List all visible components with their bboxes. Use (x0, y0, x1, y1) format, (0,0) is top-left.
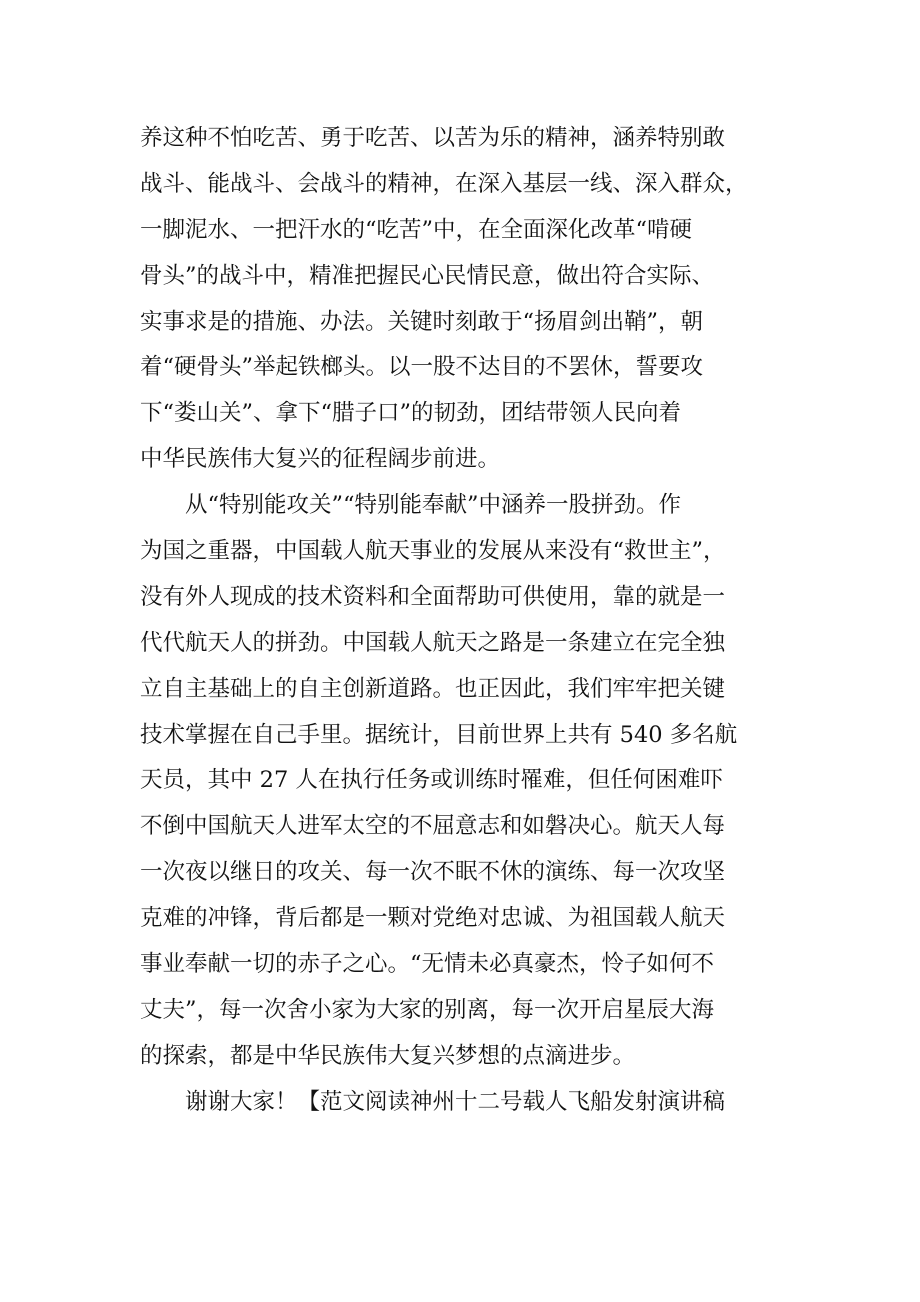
body-text (140, 116, 800, 1126)
text-line: 克难的冲锋，背后都是一颗对党绝对忠诚、为祖国载人航天 (140, 905, 726, 932)
text-line: 下“娄山关”、拿下“腊子口”的韧劲，团结带领人民向着 (140, 400, 682, 427)
text-line: 立自主基础上的自主创新道路。也正因此，我们牢牢把关键 (140, 675, 726, 702)
text-line: 丈夫”，每一次舍小家为大家的别离，每一次开启星辰大海 (140, 996, 715, 1023)
paragraph-first-line: 从“特别能攻关”“特别能奉献”中涵养一股拼劲。作 (185, 492, 682, 519)
text-line: 事业奉献一切的赤子之心。“无情未必真豪杰，怜子如何不 (140, 951, 715, 978)
text-line: 战斗、能战斗、会战斗的精神，在深入基层一线、深入群众， (140, 170, 748, 197)
text-line: 天员，其中 27 人在执行任务或训练时罹难，但任何困难吓 (140, 767, 723, 794)
text-line: 不倒中国航天人进军太空的不屈意志和如磐决心。航天人每 (140, 813, 726, 840)
text-line: 没有外人现成的技术资料和全面帮助可供使用，靠的就是一 (140, 583, 726, 610)
text-line: 养这种不怕吃苦、勇于吃苦、以苦为乐的精神，涵养特别敢 (140, 125, 726, 151)
text-line: 一脚泥水、一把汗水的“吃苦”中，在全面深化改革“啃硬 (140, 216, 693, 243)
text-line: 中华民族伟大复兴的征程阔步前进。 (140, 446, 501, 473)
text-line: 实事求是的措施、办法。关键时刻敢于“扬眉剑出鞘”，朝 (140, 308, 704, 335)
text-line: 骨头”的战斗中，精准把握民心民情民意，做出符合实际、 (140, 262, 715, 289)
closing-line: 谢谢大家！【范文阅读神州十二号载人飞船发射演讲稿 (185, 1088, 726, 1115)
text-line: 为国之重器，中国载人航天事业的发展从来没有“救世主”， (140, 538, 726, 565)
text-line: 代代航天人的拼劲。中国载人航天之路是一条建立在完全独 (140, 629, 726, 656)
text-line: 技术掌握在自己手里。据统计，目前世界上共有 540 多名航 (140, 721, 738, 748)
text-line: 的探索，都是中华民族伟大复兴梦想的点滴进步。 (140, 1042, 636, 1069)
text-line: 着“硬骨头”举起铁榔头。以一股不达目的不罢休，誓要攻 (140, 354, 704, 381)
text-line: 一次夜以继日的攻关、每一次不眠不休的演练、每一次攻坚 (140, 859, 726, 886)
